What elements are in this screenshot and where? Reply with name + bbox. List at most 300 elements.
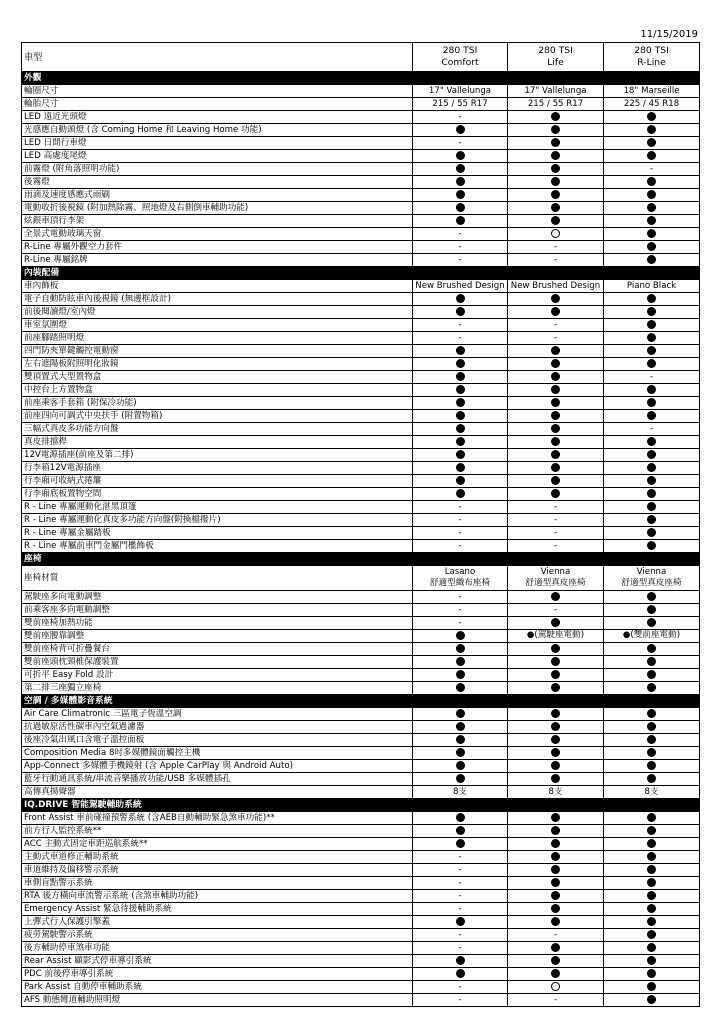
standard-dot-icon	[551, 125, 560, 134]
feature-label: 雙前座腰靠調整	[22, 630, 413, 643]
standard-dot-icon	[456, 372, 465, 381]
value-cell	[413, 786, 508, 799]
value-cell	[413, 812, 508, 825]
standard-dot-icon	[456, 437, 465, 446]
standard-dot-icon	[647, 229, 656, 238]
standard-dot-icon	[456, 476, 465, 485]
value-cell	[508, 293, 604, 306]
value-cell	[413, 514, 508, 527]
standard-dot-icon	[456, 748, 465, 757]
value-cell	[508, 773, 604, 786]
value-cell	[508, 410, 604, 423]
value-cell	[604, 527, 700, 540]
standard-dot-icon	[647, 735, 656, 744]
feature-label: 後霧燈	[22, 176, 413, 189]
not-available-dash: -	[553, 332, 558, 343]
model-engine: 280 TSI	[538, 45, 573, 56]
value-cell	[413, 410, 508, 423]
standard-dot-icon	[647, 995, 656, 1004]
standard-dot-icon	[551, 683, 560, 692]
value-cell	[413, 643, 508, 656]
standard-dot-icon	[647, 657, 656, 666]
value-text: 225 / 45 R18	[623, 98, 680, 109]
value-cell	[604, 98, 700, 111]
value-cell	[508, 306, 604, 319]
value-cell	[413, 877, 508, 890]
standard-dot-icon	[647, 670, 656, 679]
spec-row	[22, 968, 700, 981]
standard-dot-icon	[551, 216, 560, 225]
spec-row	[22, 384, 700, 397]
model-comfort	[413, 43, 508, 72]
section-title: IQ.DRIVE 智能駕駛輔助系統	[22, 799, 700, 812]
value-cell	[413, 332, 508, 345]
value-cell	[508, 202, 604, 215]
value-cell	[508, 176, 604, 189]
section-header	[22, 72, 700, 85]
value-cell	[604, 475, 700, 488]
standard-dot-icon	[647, 333, 656, 342]
value-cell	[413, 851, 508, 864]
value-cell	[508, 825, 604, 838]
spec-row	[22, 994, 700, 1007]
feature-label: 全景式電動玻璃天窗	[22, 228, 413, 241]
feature-label: 高傳真揚聲器	[22, 786, 413, 799]
not-available-dash: -	[458, 591, 462, 602]
standard-dot-icon	[551, 112, 560, 121]
value-text: 舒適型真皮座椅	[525, 578, 586, 588]
value-cell	[604, 514, 700, 527]
not-available-dash: -	[458, 254, 462, 265]
value-cell	[508, 501, 604, 514]
standard-dot-icon	[647, 930, 656, 939]
standard-dot-icon	[456, 125, 465, 134]
standard-dot-icon	[456, 346, 465, 355]
not-available-dash: -	[458, 617, 462, 628]
standard-dot-icon	[551, 372, 560, 381]
spec-row	[22, 124, 700, 137]
feature-label: 前座腳踏照明燈	[22, 332, 413, 345]
standard-dot-icon	[551, 450, 560, 459]
model-engine: 280 TSI	[442, 45, 478, 56]
value-cell	[604, 981, 700, 994]
value-cell	[508, 423, 604, 436]
spec-row	[22, 617, 700, 630]
value-cell	[604, 838, 700, 851]
value-cell	[508, 98, 604, 111]
value-cell	[413, 721, 508, 734]
value-cell	[508, 942, 604, 955]
not-available-dash: -	[458, 604, 462, 615]
spec-row	[22, 397, 700, 410]
standard-dot-icon	[647, 502, 656, 511]
spec-row	[22, 254, 700, 267]
value-text: 舒適型真皮座椅	[621, 578, 682, 588]
spec-row	[22, 150, 700, 163]
feature-label: 電子自動防眩車內後視鏡 (無邊框設計)	[22, 293, 413, 306]
feature-label: 車室氛圍燈	[22, 319, 413, 332]
value-cell	[508, 682, 604, 695]
value-cell	[604, 488, 700, 501]
standard-dot-icon	[456, 969, 465, 978]
not-available-dash: -	[458, 332, 462, 343]
value-text: 舒適型織布座椅	[429, 578, 491, 588]
standard-dot-icon	[647, 813, 656, 822]
feature-label: AFS 動態彎道輔助照明燈	[22, 994, 413, 1007]
value-cell	[508, 864, 604, 877]
standard-dot-icon	[647, 242, 656, 251]
standard-dot-icon	[647, 151, 656, 160]
value-cell	[604, 371, 700, 384]
value-cell	[508, 566, 604, 591]
spec-row	[22, 682, 700, 695]
standard-dot-icon	[456, 177, 465, 186]
not-available-dash: -	[458, 929, 462, 940]
standard-dot-icon	[647, 437, 656, 446]
feature-label: PDC 前後停車導引系統	[22, 968, 413, 981]
not-available-dash: -	[553, 501, 558, 512]
standard-dot-icon	[647, 320, 656, 329]
standard-dot-icon	[456, 774, 465, 783]
value-cell	[508, 838, 604, 851]
standard-dot-icon	[456, 463, 465, 472]
standard-dot-icon	[551, 852, 560, 861]
feature-label: 12V電源插座(前座及第二排)	[22, 449, 413, 462]
spec-row	[22, 916, 700, 929]
standard-dot-icon	[551, 359, 560, 368]
value-cell	[508, 436, 604, 449]
feature-label: 疲勞駕駛警示系統	[22, 929, 413, 942]
standard-dot-icon	[551, 657, 560, 666]
standard-dot-icon	[647, 644, 656, 653]
feature-label: ACC 主動式固定車距巡航系統**	[22, 838, 413, 851]
spec-row	[22, 566, 700, 591]
value-cell	[604, 643, 700, 656]
value-cell	[508, 994, 604, 1007]
value-cell	[604, 124, 700, 137]
value-cell	[413, 371, 508, 384]
standard-dot-icon	[551, 943, 560, 952]
spec-row	[22, 189, 700, 202]
value-cell	[413, 202, 508, 215]
feature-label: Composition Media 8吋多媒體鏡面觸控主機	[22, 747, 413, 760]
value-cell	[604, 682, 700, 695]
spec-row	[22, 656, 700, 669]
spec-table	[21, 42, 700, 1007]
feature-label: 車內飾板	[22, 280, 413, 293]
feature-label: R - Line 專屬前車門金屬門檻飾板	[22, 540, 413, 553]
spec-row	[22, 137, 700, 150]
value-text: Piano Black	[626, 280, 677, 291]
spec-row	[22, 527, 700, 540]
value-cell	[508, 358, 604, 371]
value-cell	[413, 254, 508, 267]
standard-dot-icon	[647, 125, 656, 134]
value-cell	[413, 423, 508, 436]
standard-dot-icon	[551, 346, 560, 355]
feature-label: 電動收折後視鏡 (附加熱除霧、照地燈及右側倒車輔助功能)	[22, 202, 413, 215]
spec-row	[22, 591, 700, 604]
value-cell	[508, 137, 604, 150]
model-rline	[604, 43, 700, 72]
feature-label: LED 高處度尾燈	[22, 150, 413, 163]
value-cell	[413, 527, 508, 540]
spec-row	[22, 345, 700, 358]
spec-row	[22, 604, 700, 617]
spec-row	[22, 371, 700, 384]
standard-dot-icon	[456, 813, 465, 822]
value-cell	[508, 747, 604, 760]
value-cell	[604, 708, 700, 721]
value-cell	[604, 163, 700, 176]
value-cell	[508, 163, 604, 176]
spec-row	[22, 241, 700, 254]
standard-dot-icon	[647, 917, 656, 926]
standard-dot-icon	[456, 644, 465, 653]
value-cell	[604, 345, 700, 358]
value-cell	[413, 384, 508, 397]
not-available-dash: -	[553, 540, 558, 551]
standard-dot-icon	[456, 683, 465, 692]
value-cell	[604, 968, 700, 981]
standard-dot-icon	[647, 969, 656, 978]
value-cell	[413, 397, 508, 410]
value-cell	[508, 397, 604, 410]
spec-row	[22, 449, 700, 462]
feature-label: 炫銀車頂行李架	[22, 215, 413, 228]
feature-label: App-Connect 多媒體手機鏡射 (含 Apple CarPlay 與 Android Auto)	[22, 760, 413, 773]
standard-dot-icon	[647, 709, 656, 718]
feature-label: LED 遠近光頭燈	[22, 111, 413, 124]
value-cell	[508, 371, 604, 384]
not-available-dash: -	[458, 942, 462, 953]
standard-dot-icon	[551, 917, 560, 926]
standard-dot-icon	[647, 476, 656, 485]
standard-dot-icon	[551, 670, 560, 679]
value-cell	[508, 280, 604, 293]
spec-row	[22, 514, 700, 527]
feature-label: 上彈式行人保護引擎蓋	[22, 916, 413, 929]
value-text: 17" Vallelunga	[428, 85, 492, 96]
standard-dot-icon	[551, 761, 560, 770]
standard-dot-icon	[551, 774, 560, 783]
feature-label: 左右遮陽板附照明化妝鏡	[22, 358, 413, 371]
value-cell	[413, 669, 508, 682]
value-cell	[604, 332, 700, 345]
spec-row	[22, 747, 700, 760]
value-cell	[604, 228, 700, 241]
section-title: 內裝配備	[22, 267, 700, 280]
standard-dot-icon	[551, 424, 560, 433]
value-cell	[604, 955, 700, 968]
feature-label: Air Care Climatronic 三區電子恆溫空調	[22, 708, 413, 721]
standard-dot-icon	[551, 956, 560, 965]
not-available-dash: -	[458, 111, 462, 122]
spec-row	[22, 436, 700, 449]
spec-row	[22, 280, 700, 293]
value-cell	[508, 669, 604, 682]
value-text: New Brushed Design	[415, 280, 505, 291]
value-cell	[413, 488, 508, 501]
spec-row	[22, 929, 700, 942]
value-cell	[604, 254, 700, 267]
standard-dot-icon	[647, 592, 656, 601]
spec-row	[22, 838, 700, 851]
standard-dot-icon	[551, 138, 560, 147]
value-cell	[508, 890, 604, 903]
feature-label: 後座冷氣出風口含電子溫控面板	[22, 734, 413, 747]
value-cell	[604, 202, 700, 215]
spec-row	[22, 773, 700, 786]
spec-row	[22, 669, 700, 682]
value-cell	[413, 760, 508, 773]
spec-row	[22, 760, 700, 773]
not-available-dash: -	[649, 371, 654, 382]
value-cell	[604, 630, 700, 643]
spec-row	[22, 332, 700, 345]
standard-dot-icon	[551, 748, 560, 757]
standard-dot-icon	[647, 398, 656, 407]
value-cell	[508, 462, 604, 475]
not-available-dash: -	[553, 514, 558, 525]
standard-dot-icon	[647, 878, 656, 887]
value-cell	[413, 903, 508, 916]
value-cell	[604, 851, 700, 864]
value-cell	[604, 137, 700, 150]
standard-dot-icon	[456, 424, 465, 433]
value-cell	[508, 332, 604, 345]
standard-dot-icon	[456, 670, 465, 679]
value-cell	[508, 254, 604, 267]
value-cell	[508, 643, 604, 656]
standard-dot-icon	[647, 865, 656, 874]
standard-dot-icon	[456, 203, 465, 212]
spec-row	[22, 319, 700, 332]
feature-label: 前霧燈 (附角落照明功能)	[22, 163, 413, 176]
feature-label: 雙前座椅背可折疊餐台	[22, 643, 413, 656]
standard-dot-icon	[551, 735, 560, 744]
value-cell	[413, 228, 508, 241]
value-cell	[413, 734, 508, 747]
standard-dot-icon	[647, 307, 656, 316]
standard-dot-icon	[551, 164, 560, 173]
value-cell	[508, 812, 604, 825]
standard-dot-icon	[647, 904, 656, 913]
value-cell	[508, 345, 604, 358]
standard-dot-icon	[456, 216, 465, 225]
value-cell	[413, 825, 508, 838]
value-cell	[508, 488, 604, 501]
feature-label: R - Line 專屬運動化真皮多功能方向盤(附換檔撥片)	[22, 514, 413, 527]
standard-dot-icon	[551, 904, 560, 913]
not-available-dash: -	[458, 228, 462, 239]
value-cell	[413, 111, 508, 124]
standard-dot-icon	[551, 826, 560, 835]
standard-dot-icon	[551, 722, 560, 731]
standard-dot-icon	[456, 722, 465, 731]
spec-row	[22, 890, 700, 903]
standard-dot-icon	[456, 307, 465, 316]
standard-dot-icon	[551, 177, 560, 186]
not-available-dash: -	[458, 241, 462, 252]
standard-dot-icon	[456, 164, 465, 173]
spec-row	[22, 643, 700, 656]
value-cell	[604, 306, 700, 319]
standard-dot-icon	[647, 216, 656, 225]
value-cell	[604, 890, 700, 903]
value-cell	[508, 228, 604, 241]
not-available-dash: -	[553, 254, 558, 265]
value-cell	[508, 721, 604, 734]
value-cell	[508, 786, 604, 799]
not-available-dash: -	[553, 604, 558, 615]
standard-dot-icon	[551, 644, 560, 653]
value-cell	[508, 241, 604, 254]
section-title: 外觀	[22, 72, 700, 85]
not-available-dash: -	[458, 527, 462, 538]
value-cell	[508, 514, 604, 527]
spec-table-body	[22, 43, 700, 1007]
feature-label: 後方輔助停車煞車功能	[22, 942, 413, 955]
standard-dot-icon	[647, 411, 656, 420]
standard-dot-icon	[647, 943, 656, 952]
standard-dot-icon	[456, 917, 465, 926]
feature-label: 座椅材質	[22, 566, 413, 591]
value-cell	[604, 436, 700, 449]
standard-dot-icon	[647, 294, 656, 303]
feature-label: 中控台上方置物盒	[22, 384, 413, 397]
value-cell	[604, 150, 700, 163]
value-cell	[413, 137, 508, 150]
standard-dot-icon	[647, 839, 656, 848]
spec-row	[22, 942, 700, 955]
value-cell	[604, 903, 700, 916]
spec-row	[22, 501, 700, 514]
value-cell	[508, 319, 604, 332]
value-cell	[413, 163, 508, 176]
value-cell	[604, 864, 700, 877]
value-cell	[413, 994, 508, 1007]
value-cell	[604, 540, 700, 553]
value-cell	[508, 85, 604, 98]
not-available-dash: -	[553, 319, 558, 330]
standard-dot-icon	[647, 203, 656, 212]
spec-row	[22, 877, 700, 890]
spec-row	[22, 215, 700, 228]
model-trim: Comfort	[441, 57, 479, 68]
value-note: ●(駕駛座電動)	[526, 630, 585, 640]
value-cell	[413, 241, 508, 254]
standard-dot-icon	[647, 528, 656, 537]
header-label: 車型	[22, 43, 413, 72]
value-text: 8支	[548, 786, 563, 797]
value-cell	[508, 708, 604, 721]
spec-row	[22, 410, 700, 423]
value-cell	[604, 669, 700, 682]
standard-dot-icon	[551, 969, 560, 978]
standard-dot-icon	[647, 683, 656, 692]
value-text: Vienna	[636, 567, 667, 577]
feature-label: 雙前座頭枕頸椎保護裝置	[22, 656, 413, 669]
standard-dot-icon	[456, 190, 465, 199]
standard-dot-icon	[456, 398, 465, 407]
standard-dot-icon	[647, 761, 656, 770]
value-cell	[604, 111, 700, 124]
value-cell	[413, 176, 508, 189]
not-available-dash: -	[458, 981, 462, 992]
feature-label: 輪胎尺寸	[22, 98, 413, 111]
value-cell	[604, 994, 700, 1007]
